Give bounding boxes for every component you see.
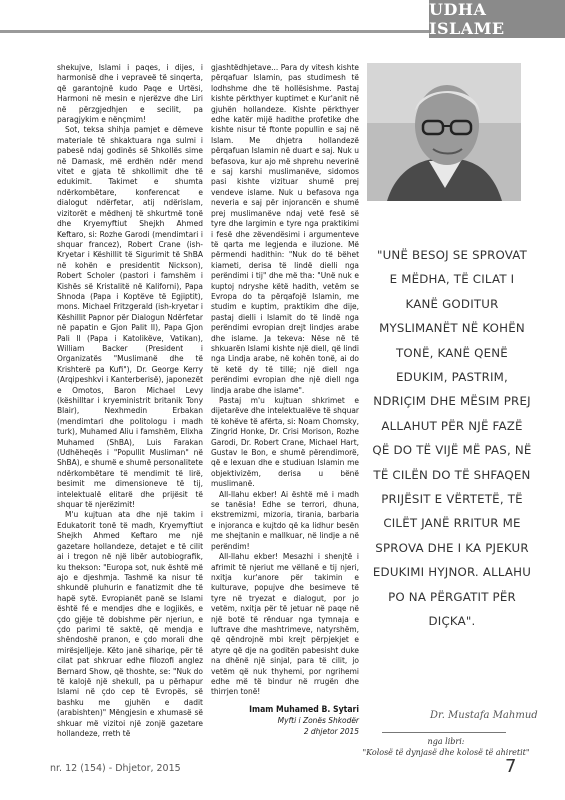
- quote-source-prefix: nga libri:: [427, 737, 465, 746]
- paragraph: All-llahu ekber! Ai është më i madh se tanësia! Edhe se terrori, dhuna, ekstremizmi, mizoria, tirania, barbaria e injoranca e kujtdo që ka lidhur besën me shejtanin e mallkuar, në lindje a në perëndim!: [211, 488, 359, 551]
- issue-footer: nr. 12 (154) - Dhjetor, 2015: [50, 763, 181, 774]
- quote-source: [362, 736, 530, 758]
- paragraph: gjashtëdhjetave... Para dy vitesh kishte përqafuar Islamin, pas studimesh të lodhshme dhe të hollësishme. Pastaj kishte përkthyer kuptimet e Kur'anit në gjuhën hollandeze. Kishte përkthyer edhe katër mijë hadithe profetike dhe kishte nisur të ftonte popullin e saj në Islam. Me dhjetra hollandezë përqafuan Islamin në duart e saj. Nuk u befasova, kur ajo më shprehu neverinë e saj karshi muslimanëve, sidomos pasi kishte vizituar shumë prej vendeve islame. Nuk u befasova nga neveria e saj për injorancën e shumë prej muslimanëve ndaj vetë fesë së tyre dhe largimin e tyre nga praktikimi i fesë dhe zëvendësimi i argumenteve të qarta me legjenda e iluzione. Më përmendi hadithin: "Nuk do të bëhet kiameti, derisa të lindë dielli nga perëndimi i tij" dhe më tha: "Unë nuk e kuptoj ndryshe këtë hadith, vetëm se Evropa do ta përqafojë Islamin, me studim e kuptim, praktikim dhe dije, pastaj dielli i Islamit do të lindë nga perëndimi evropian drejt lindjes arabe dhe islame. Ja tekeva: Nëse në të shkuarën Islami kishte një diell, që lindi nga Lindja arabe, në kohën tonë, ai do të ketë dy të tillë; një diell nga perëndimi evropian dhe një diell nga lindja arabe dhe islame".: [211, 62, 359, 395]
- page-number: 7: [505, 756, 517, 777]
- section-title-box: [429, 0, 565, 38]
- author-signature-block: [211, 705, 359, 736]
- pull-quote: "UNË BESOJ SE SPROVAT E MËDHA, TË CILAT I KANË GODITUR MYSLIMANËT NË KOHËN TONË, KANË QENË EDUKIM, PASTRIM, NDRIÇIM DHE MËSIM PREJ ALLAHUT PËR NJË FAZË QË DO TË VIJË MË PAS, NË TË CILËN DO TË SHFAQEN PRIJËSIT E VËRTETË, TË CILËT JANË RRITUR ME SPROVA DHE I KA PJEKUR EDUKIMI HYJNOR. ALLAHU PO NA PËRGATIT PËR DIÇKA".: [372, 248, 532, 629]
- portrait-photo: [367, 63, 521, 201]
- portrait-illustration: [367, 63, 521, 201]
- paragraph: M'u kujtuan ata dhe një takim i Edukatorit tonë të madh, Kryemyftiut Shejkh Ahmed Keftaro me një gazetare hollandeze, detajet e të cilit ai i tregon në një libër autobiografik, ku thekson: "Europa sot, nuk është më ajo e djeshmja. Tashmë ka nisur të shkundë pluhurin e fanatizmit dhe të hapë sytë. Evropianët panë se Islami është fé e mendjes dhe e logjikës, e çdo gjëje të dobishme për njeriun, e çdo parimi të saktë, që mendja e shëndoshë pranon, e çdo morali dhe mirësjelljeje. Këto janë sihariqe, për të cilat pat shkruar edhe filozofi anglez Bernard Show, që thoshte, se: "Nuk do të kalojë një shekull, pa u përhapur Islami në çdo cep të Evropës, së bashku me gjuhën e dadit (arabishten)" Mëngjesin e xhumasë së shkuar më vizitoi një zonjë gazetare hollandeze, rreth të: [57, 509, 203, 738]
- section-title: UDHA ISLAME: [429, 0, 505, 38]
- quote-source-title: "Kolosë të dynjasë dhe kolosë të ahiretit": [362, 748, 530, 757]
- article-column-2: [211, 62, 359, 736]
- article-date: 2 dhjetor 2015: [303, 725, 359, 736]
- page-header: [0, 0, 565, 38]
- header-rule: [0, 30, 440, 33]
- quote-author-signature: Dr. Mustafa Mahmud: [430, 710, 538, 721]
- paragraph: shekujve, Islami i paqes, i dijes, i harmonisë dhe i vepraveë të sinqerta, që garantojnë kudo Paqe e Urtësi, Harmoni në mesin e njerëzve dhe Liri në përzgjedhjen e secilit, pa paragjykim e nënçmim!: [57, 62, 203, 125]
- paragraph: All-llahu ekber! Mesazhi i shenjtë i afrimit të njeriut me vëllanë e tij njeri, nxitja kur'anore për takimin e kulturave, popujve dhe besimeve të tyre në tryezat e dialogut, por jo vetëm, nxitja për të jetuar në paqe në një botë të rënduar nga tymnaja e luftrave dhe mashtrimeve, natyrshëm, që qëndrojnë mbi krejt përpjekjet e atyre që dje na goditën pabesisht duke na dhënë një sinjal, para të cilit, jo vetëm që nuk thyhemi, por ngrihemi edhe më të bindur në rrugën dhe thirrjen tonë!: [211, 551, 359, 697]
- paragraph: Pastaj m'u kujtuan shkrimet e dijetarëve dhe intelektualëve të shquar të kohëve të afërta, si: Noam Chomsky, Zingrid Honke, Dr. Crisi Morison, Rozhe Garodi, Dr. Robert Crane, Michael Hart, Gustav le Bon, e shumë përendimorë, që e lexuan dhe e studiuan Islamin me objektivizëm, derisa u bënë muslimanë.: [211, 395, 359, 489]
- quote-divider: [382, 732, 506, 733]
- author-name: Imam Muhamed B. Sytari: [249, 704, 359, 715]
- article-column-1: [57, 62, 203, 738]
- author-role: Myfti i Zonës Shkodër: [277, 715, 359, 726]
- paragraph: Sot, teksa shihja pamjet e dëmeve materiale të shkaktuara nga sulmi i pabesë ndaj godinës së Shkollës sime në Damask, më erdhën ndër mend vitet e gjata të shkollimit dhe të edukimit. Takimet e shumta ndërkombëtare, konferencat e dialogut ndërfetar, atij ndërislam, vizitorët e mëdhenj të shkurtmë tonë dhe Kryemyftiut Shejkh Ahmed Keftaro, si: Rozhe Garodi (mendimtari i shquar francez), Robert Crane (ish-Kryetar i Këshillit të Sigurimit të ShBA në kohën e presidentit Nickson), Robert Scholer (pastori i famshëm i Kishës së Kristalitë në Kaliforni), Papa Shnoda (Papa i Koptëve të Egjiptit), mons. Michael Fritzgerald (ish-kryetar i Këshillit Papnor për Dialogun Ndërfetar në papatin e Gjon Palit II), Papa Gjon Pali II (Papa i Katolikëve, Vatikan), William Backer (President i Organizatës "Muslimanë dhe të Krishterë pa Kufi"), Dr. George Kerry (Arqipeshkvi i Kanterberisë), japonezët e Omotos, Baron Michael Levy (këshilltar i kryeministrit britanik Tony Blair), Nexhmedin Erbakan (mendimtari dhe politologu i madh turk), Muhamed Aliu i famshëm, Elixha Muhamed (ShBA), Luis Farakan (Udhëheqës i "Popullit Musliman" në ShBA), e shumë e shumë personalitete ndërkombëtare të mendimit të lirë, besimit me dimensioneve të tij, intelektualë elitarë dhe prijësit të shquar të njerëzimit!: [57, 124, 203, 510]
